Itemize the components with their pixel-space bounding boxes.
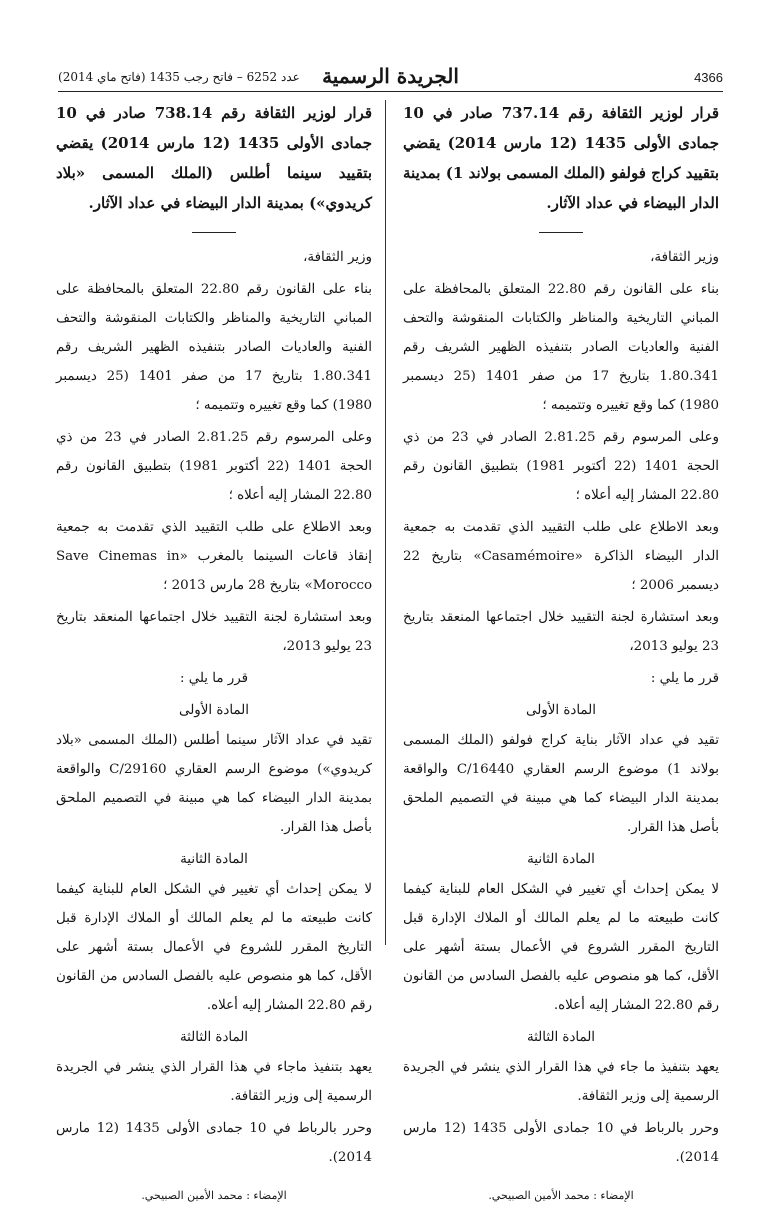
paragraph-request: وبعد الاطلاع على طلب التقييد الذي تقدمت به جمعية إنقاذ قاعات السينما بالمغرب «Save Cinemas in Morocco» بتاريخ 28 مارس 2013 ؛ bbox=[56, 520, 372, 593]
paragraph-law: بناء على القانون رقم 22.80 المتعلق بالمحافظة على المباني التاريخية والمناظر والكتابات المنقوشة والتحف الفنية والعاديات الصادر بتنفيذه الظهير الشريف رقم 1.80.341 بتاريخ 17 من صفر 1401 (25 ديسمبر 1980) كما وقع تغييره وتتميمه ؛ bbox=[403, 282, 720, 413]
closing-line: وحرر بالرباط في 10 جمادى الأولى 1435 (12 مارس 2014). bbox=[56, 1121, 372, 1165]
header-rule bbox=[58, 91, 723, 92]
signature: الإمضاء : محمد الأمين الصبيحي. bbox=[141, 1189, 287, 1202]
title-separator bbox=[539, 232, 583, 233]
decides-line: قرر ما يلي : bbox=[650, 671, 719, 686]
paragraph-decree: وعلى المرسوم رقم 2.81.25 الصادر في 23 من ذي الحجة 1401 (22 أكتوبر 1981) بتطبيق القانون رقم 22.80 المشار إليه أعلاه ؛ bbox=[403, 430, 719, 503]
paragraph-committee: وبعد استشارة لجنة التقييد خلال اجتماعها المنعقد بتاريخ 23 يوليو 2013، bbox=[56, 610, 372, 654]
article-1-text: تقيد في عداد الآثار سينما أطلس (الملك المسمى «بلاد كريدوي») موضوع الرسم العقاري C/29160 والواقعة بمدينة الدار البيضاء كما هي مبينة في التصميم الملحق بأصل هذا القرار. bbox=[56, 733, 372, 835]
article-2-heading: المادة الثانية bbox=[527, 852, 595, 867]
minister-line: وزير الثقافة، bbox=[650, 250, 719, 265]
decree-title: قرار لوزير الثقافة رقم 738.14 صادر في 10 جمادى الأولى 1435 (12 مارس 2014) يقضي بتقييد سينما أطلس (الملك المسمى «بلاد كريدوي») بمدينة الدار البيضاء في عداد الآثار. bbox=[56, 104, 373, 212]
issue-info: عدد 6252 – فاتح رجب 1435 (فاتح ماي 2014) bbox=[58, 70, 300, 84]
article-3-heading: المادة الثالثة bbox=[526, 1030, 596, 1045]
paragraph-decree: وعلى المرسوم رقم 2.81.25 الصادر في 23 من ذي الحجة 1401 (22 أكتوبر 1981) بتطبيق القانون رقم 22.80 المشار إليه أعلاه ؛ bbox=[56, 430, 372, 503]
paragraph-committee: وبعد استشارة لجنة التقييد خلال اجتماعها المنعقد بتاريخ 23 يوليو 2013، bbox=[403, 610, 719, 654]
decree-738 bbox=[56, 98, 372, 1208]
page-header bbox=[58, 62, 723, 90]
column-divider bbox=[385, 100, 386, 945]
decree-title: قرار لوزير الثقافة رقم 737.14 صادر في 10 جمادى الأولى 1435 (12 مارس 2014) يقضي بتقييد كراج فولفو (الملك المسمى بولاند 1) بمدينة الدار البيضاء في عداد الآثار. bbox=[403, 104, 720, 212]
closing-line: وحرر بالرباط في 10 جمادى الأولى 1435 (12 مارس 2014). bbox=[403, 1121, 719, 1165]
decree-737 bbox=[403, 98, 719, 1208]
paragraph-request: وبعد الاطلاع على طلب التقييد الذي تقدمت به جمعية الدار البيضاء الذاكرة «Casamémoire» بتاريخ 22 ديسمبر 2006 ؛ bbox=[403, 520, 719, 593]
article-2-text: لا يمكن إحداث أي تغيير في الشكل العام للبناية كيفما كانت طبيعته ما لم يعلم المالك أو الملاك الإدارة قبل التاريخ المقرر الشروع في الأعمال بستة أشهر على الأقل، كما هو منصوص عليه بالفصل السادس من القانون رقم 22.80 المشار إليه أعلاه. bbox=[403, 882, 719, 1013]
article-1-text: تقيد في عداد الآثار بناية كراج فولفو (الملك المسمى بولاند 1) موضوع الرسم العقاري C/16440 والواقعة بمدينة الدار البيضاء كما هي مبينة في التصميم الملحق بأصل هذا القرار. bbox=[403, 733, 720, 835]
title-separator bbox=[192, 232, 236, 233]
article-2-text: لا يمكن إحداث أي تغيير في الشكل العام للبناية كيفما كانت طبيعته ما لم يعلم المالك أو الملاك الإدارة قبل التاريخ المقرر للشروع في الأعمال بستة أشهر على الأقل، كما هو منصوص عليه بالفصل السادس من القانون رقم 22.80 المشار إليه أعلاه. bbox=[56, 882, 372, 1013]
signature: الإمضاء : محمد الأمين الصبيحي. bbox=[488, 1189, 634, 1202]
article-1-heading: المادة الأولى bbox=[526, 703, 596, 718]
article-3-text: يعهد بتنفيذ ما جاء في هذا القرار الذي ينشر في الجريدة الرسمية إلى وزير الثقافة. bbox=[403, 1060, 719, 1104]
article-3-heading: المادة الثالثة bbox=[179, 1030, 249, 1045]
decides-line: قرر ما يلي : bbox=[179, 671, 249, 686]
article-1-heading: المادة الأولى bbox=[179, 703, 249, 718]
article-3-text: يعهد بتنفيذ ماجاء في هذا القرار الذي ينشر في الجريدة الرسمية إلى وزير الثقافة. bbox=[56, 1060, 372, 1104]
paragraph-law: بناء على القانون رقم 22.80 المتعلق بالمحافظة على المباني التاريخية والمناظر والكتابات المنقوشة والتحف الفنية والعاديات الصادر بتنفيذه الظهير الشريف رقم 1.80.341 بتاريخ 17 من صفر 1401 (25 ديسمبر 1980) كما وقع تغييره وتتميمه ؛ bbox=[56, 282, 373, 413]
gazette-title: الجريدة الرسمية bbox=[322, 64, 459, 88]
minister-line: وزير الثقافة، bbox=[303, 250, 372, 265]
page-number: 4366 bbox=[694, 70, 723, 85]
article-2-heading: المادة الثانية bbox=[180, 852, 248, 867]
